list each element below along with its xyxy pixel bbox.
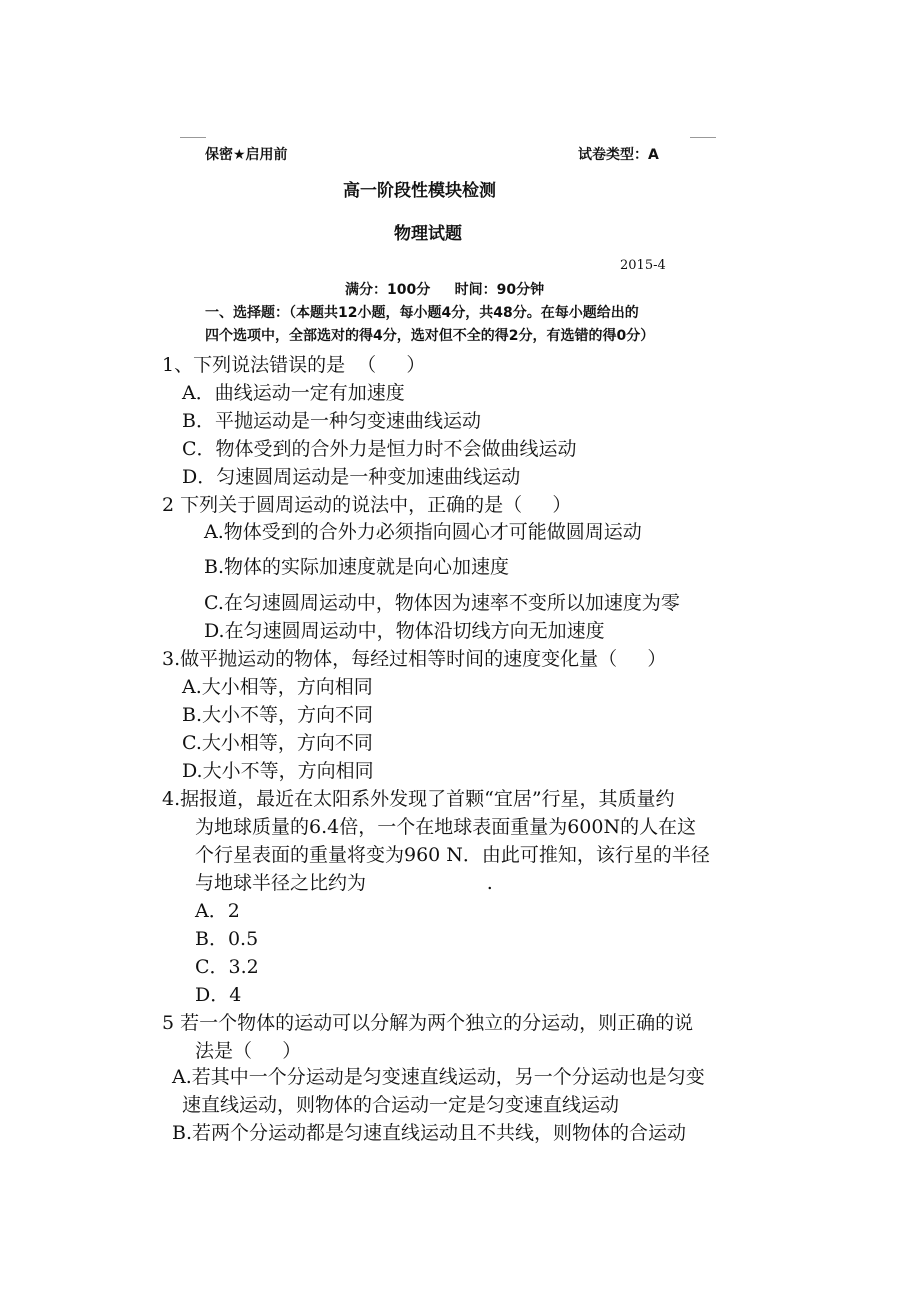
question-1-option-c: C．物体受到的合外力是恒力时不会做曲线运动 (182, 438, 577, 460)
header-rule-right (690, 137, 716, 138)
score-time: 满分：100分 时间：90分钟 (345, 282, 545, 298)
question-5-stem-line-2: 法是（ ） (195, 1040, 302, 1062)
question-3-option-a: A.大小相等，方向相同 (182, 676, 373, 698)
question-2-option-a: A.物体受到的合外力必须指向圆心才可能做圆周运动 (204, 521, 642, 543)
question-2-option-b: B.物体的实际加速度就是向心加速度 (204, 556, 510, 578)
question-3-stem: 3.做平抛运动的物体，每经过相等时间的速度变化量（ ） (162, 648, 667, 670)
question-5-option-b-line-1: B.若两个分运动都是匀速直线运动且不共线，则物体的合运动 (172, 1122, 687, 1144)
page-title: 高一阶段性模块检测 (343, 181, 496, 201)
question-2-option-d: D.在匀速圆周运动中，物体沿切线方向无加速度 (204, 620, 605, 642)
section-instruction-line-2: 四个选项中，全部选对的得4分，选对但不全的得2分，有选错的得0分） (205, 328, 655, 344)
header-rule-left (180, 137, 206, 138)
exam-date: 2015-4 (620, 258, 666, 273)
question-4-stem-line-3: 个行星表面的重量将变为960 N．由此可推知，该行星的半径 (195, 844, 710, 866)
question-4-stem-line-1: 4.据报道，最近在太阳系外发现了首颗“宜居”行星，其质量约 (162, 788, 675, 810)
question-1-option-d: D．匀速圆周运动是一种变加速曲线运动 (182, 466, 521, 488)
question-4-stem-line-2: 为地球质量的6.4倍，一个在地球表面重量为600N的人在这 (195, 816, 697, 838)
question-5-stem-line-1: 5 若一个物体的运动可以分解为两个独立的分运动，则正确的说 (162, 1012, 694, 1034)
question-3-option-c: C.大小相等，方向不同 (182, 732, 373, 754)
question-1-stem: 1、下列说法错误的是 （ ） (162, 354, 426, 376)
paper-type-label: 试卷类型：A (578, 147, 659, 163)
question-4-stem-line-4: 与地球半径之比约为 . (195, 872, 493, 894)
question-2-option-c: C.在匀速圆周运动中，物体因为速率不变所以加速度为零 (204, 592, 680, 614)
question-4-option-a: A．2 (195, 900, 240, 922)
section-instruction-line-1: 一、选择题：（本题共12小题，每小题4分，共48分。在每小题给出的 (205, 305, 639, 321)
question-3-option-d: D.大小不等，方向相同 (182, 760, 374, 782)
question-4-option-b: B．0.5 (195, 928, 259, 950)
question-1-option-a: A．曲线运动一定有加速度 (182, 382, 405, 404)
confidential-label: 保密★启用前 (205, 147, 288, 163)
question-4-option-c: C．3.2 (195, 956, 259, 978)
question-3-option-b: B.大小不等，方向不同 (182, 704, 374, 726)
page-subtitle: 物理试题 (394, 224, 462, 244)
question-5-option-a-line-2: 速直线运动，则物体的合运动一定是匀变速直线运动 (182, 1094, 620, 1116)
question-2-stem: 2 下列关于圆周运动的说法中，正确的是（ ） (162, 494, 572, 516)
question-5-option-a-line-1: A.若其中一个分运动是匀变速直线运动，另一个分运动也是匀变 (172, 1066, 705, 1088)
question-4-option-d: D．4 (195, 984, 242, 1006)
question-1-option-b: B．平抛运动是一种匀变速曲线运动 (182, 410, 481, 432)
